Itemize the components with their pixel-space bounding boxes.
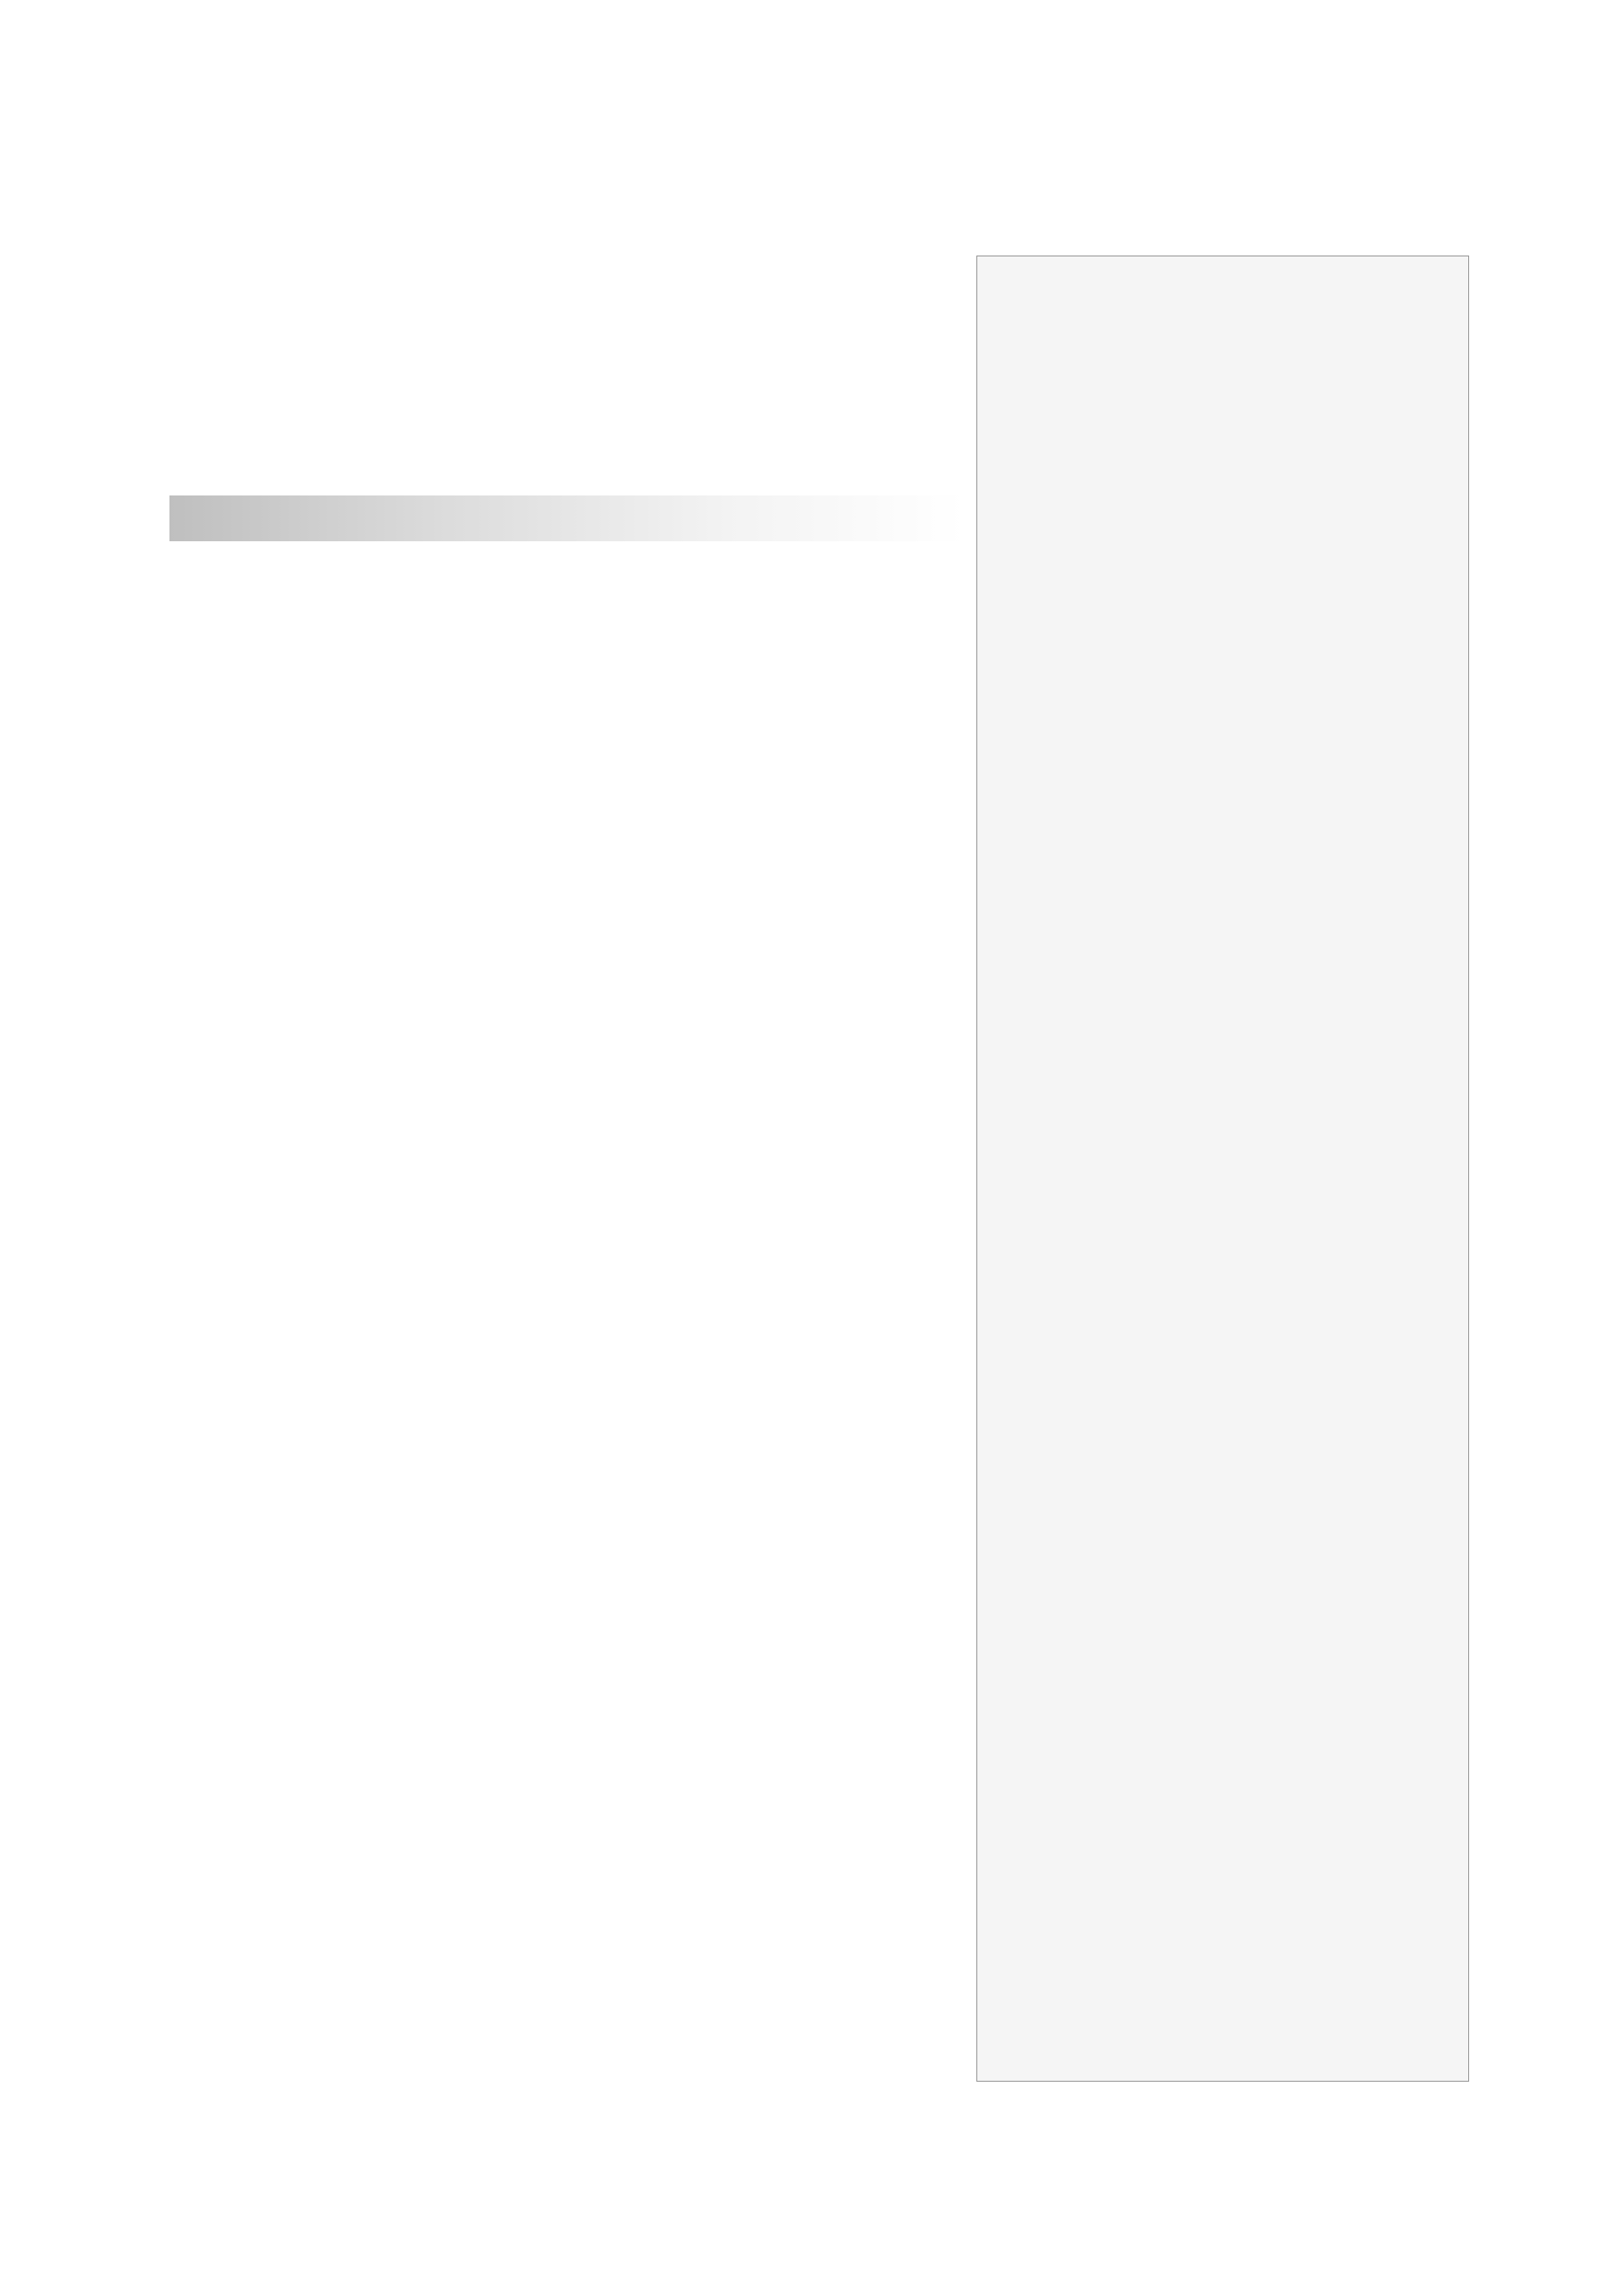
contact-phone — [997, 513, 1468, 554]
member-list — [977, 313, 1468, 354]
contact-address — [997, 389, 1468, 430]
table-of-contents — [169, 472, 964, 547]
bank-entry — [997, 313, 1468, 354]
section-heading — [169, 495, 964, 541]
art-section — [169, 495, 964, 541]
contact-postcode — [997, 472, 1468, 513]
contact-info — [977, 389, 1468, 595]
contact-org — [997, 430, 1468, 472]
sponsor-box — [976, 256, 1469, 2082]
contact-email — [997, 554, 1468, 595]
